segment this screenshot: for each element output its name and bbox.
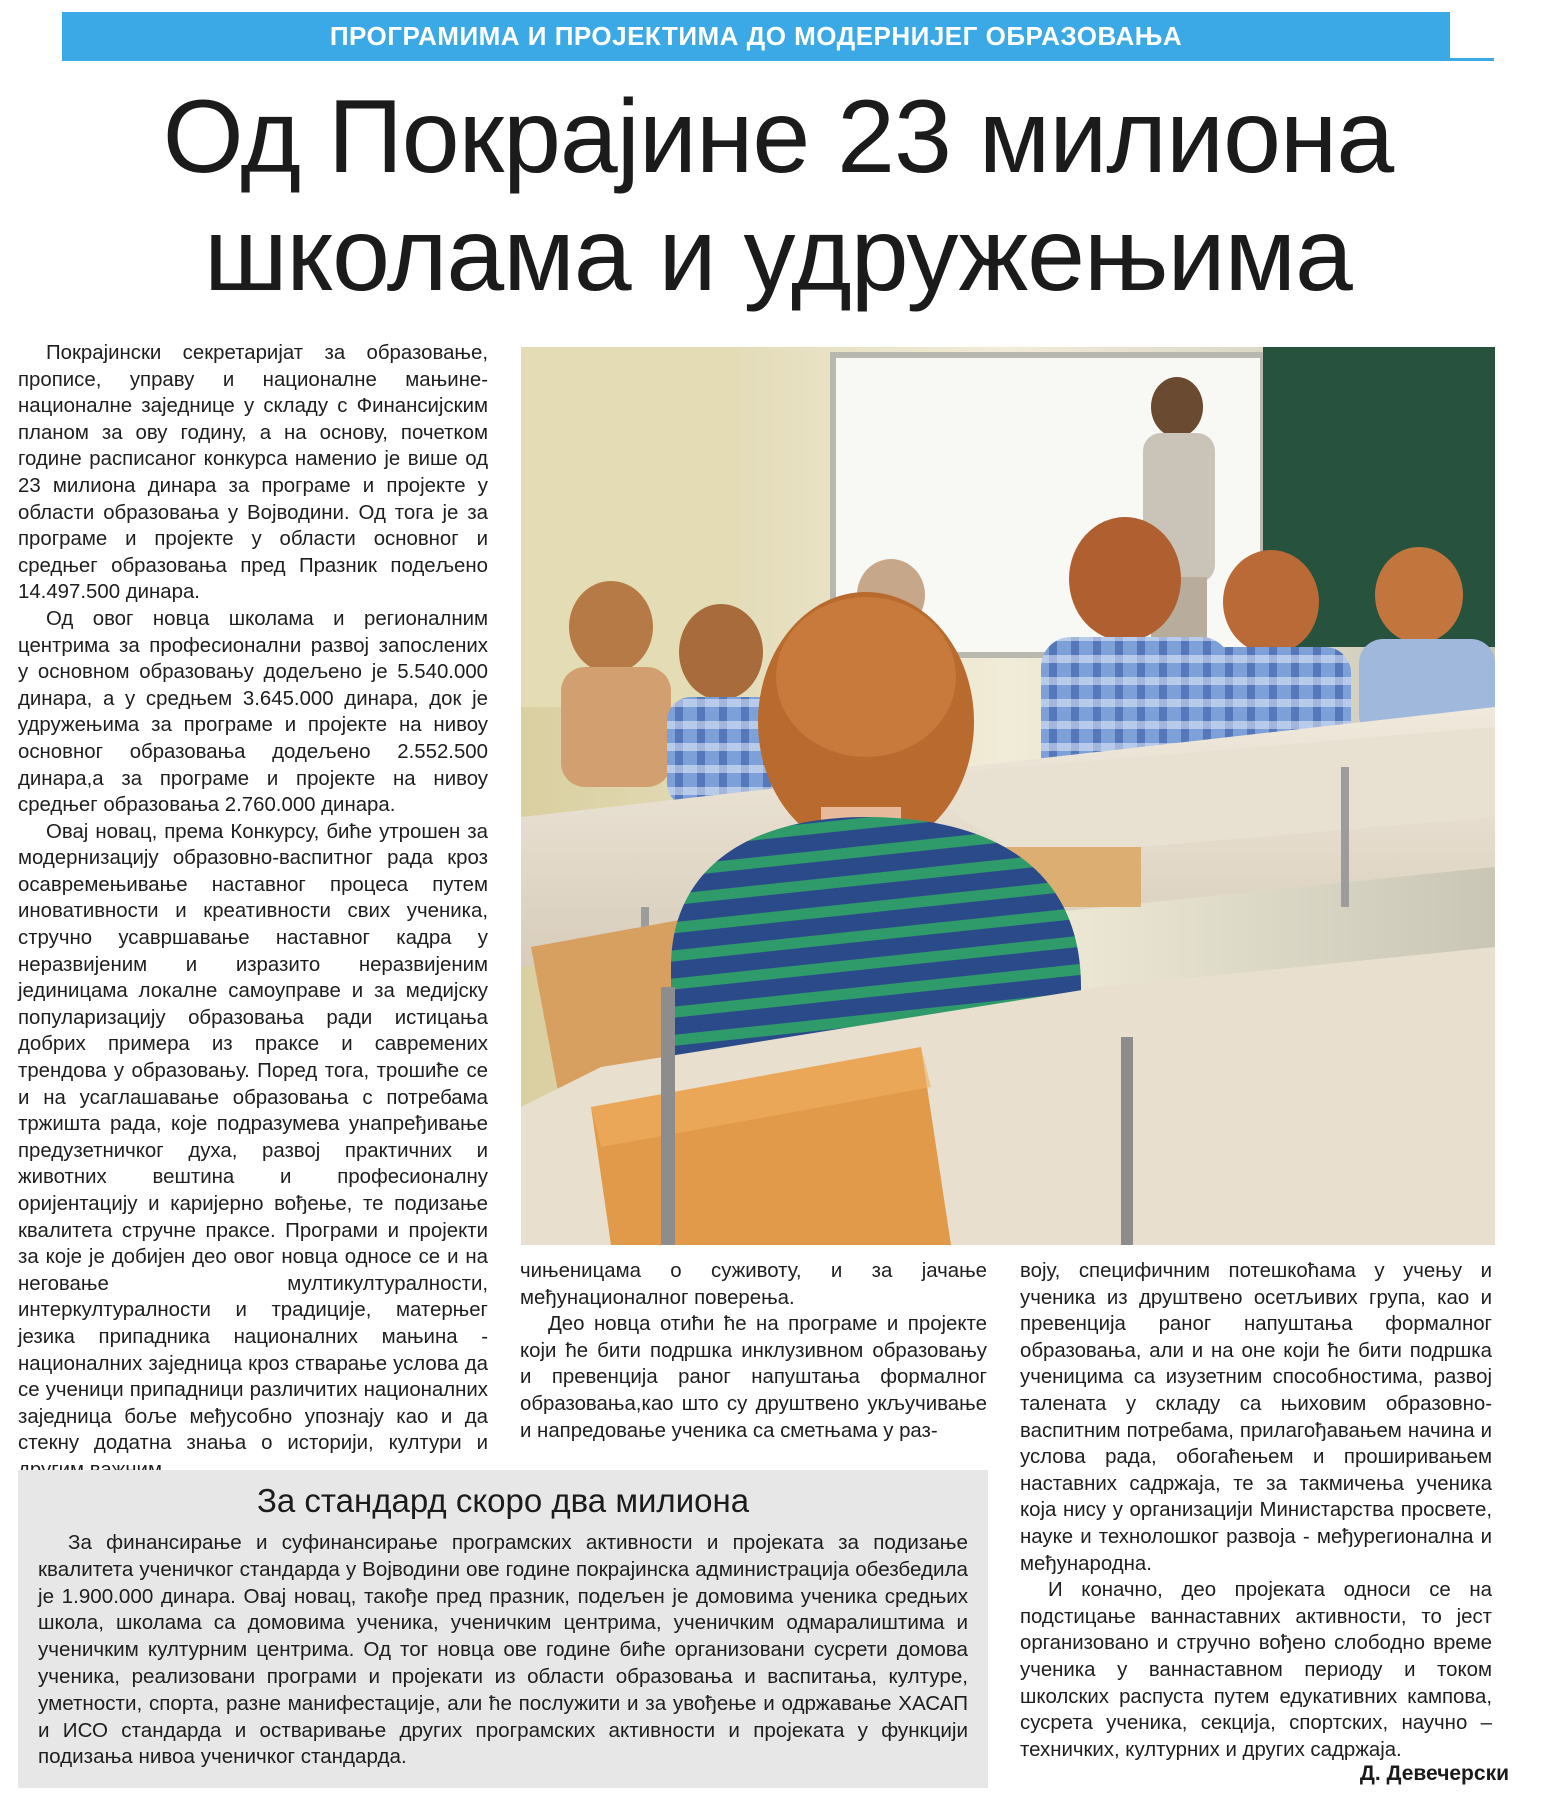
headline	[62, 78, 1494, 314]
classroom-photo	[521, 347, 1495, 1245]
article-paragraph: И коначно, део пројеката односи се на подстицање ваннаставних активности, то јест организовано и стручно вођено слободно време ученика у ваннаставном периоду и током школских распуста путем едукативних кампова, сусрета ученика, секција, спортских, научно – техничких, културних и других садржаја.	[1020, 1579, 1492, 1761]
article-paragraph: Покрајински секретаријат за образовање, прописе, управу и националне мањине-националне заједнице у складу с Финансијским планом за ову годину, а на основу, почетком године расписаног конкурса наменио је више од 23 милиона динара за програме и пројекте у области образовања у Војводини. Од тога је за програме и пројекте у области основног и средњег образовања пред Празник подељено 14.497.500 динара.	[18, 342, 488, 604]
article-column-3	[1020, 1258, 1492, 1763]
author-byline: Д. Девечерски	[1359, 1762, 1509, 1785]
article-paragraph-continued: воју, специфичним потешкоћама у учењу и ученика из друштвено осетљивих група, као и превенција раног напуштања формалног образовања, али и на оне који ће бити подршка ученицима са изузетним способностима, развој талената у складу са њиховим образовно-васпитним потребама, прилагођавањем начина и услова рада, обогаћењем и проширивањем наставних садржаја, те за такмичења ученика која нису у организацији Министарства просвете, науке и технолошког развоја - међурегионална и међународна.	[1020, 1260, 1492, 1575]
classroom-photo-illustration	[521, 347, 1495, 1245]
sidebar-text: За финансирање и суфинансирање програмских активности и пројеката за подизање квалитета ученичког стандарда у Војводини ове године покрајинска администрација обезбедила је 1.900.000 динара. Овај новац, такође пред празник, подељен је домовима ученика средњих школа, школама са домовима ученика, ученичким центрима, ученичким одмаралиштима и ученичким културним центрима. Од тог новца ове године биће организовани сусрети домова ученика, реализовани програми и пројекати из области образовања и васпитања, културе, уметности, спорта, разне манифестације, али ће послужити и за увођење и одржавање ХАСАП и ИСО стандарда и остваривање других програмских активности и пројеката у функцији подизања нивоа ученичког стандарда.	[38, 1531, 968, 1769]
article-column-2	[520, 1258, 987, 1444]
article-paragraph: Део новца отићи ће на програме и пројекте који ће бити подршка инклузивном образовању и превенција раног напуштања формалног образовања,као што су друштвено укључивање и напредовање ученика са сметњама у раз-	[520, 1313, 987, 1442]
headline-line-2: школама и удружењима	[204, 197, 1352, 313]
section-banner-text: ПРОГРАМИМА И ПРОЈЕКТИМА ДО МОДЕРНИЈЕГ ОБРАЗОВАЊА	[329, 20, 1183, 51]
sidebar-box	[18, 1470, 988, 1788]
headline-line-1: Од Покрајине 23 милиона	[162, 79, 1394, 195]
banner-divider	[62, 58, 1494, 61]
article-paragraph: Овај новац, према Конкурсу, биће утрошен за модернизацију образовно-васпитног рада кроз осавремењивање наставног процеса путем иновативности и креативности свих ученика, стручно усавршавање наставног кадра у неразвијеним и изразито неразвијеним јединицама локалне самоуправе и за медијску популаризацију образовања ради истицања добрих примера из праксе и савремених трендова у образовању. Поред тога, трошиће се и на усаглашавање образовања с потребама тржишта рада, које подразумева унапређивање предузетничког духа, развој практичних и животних вештина и професионалну оријентацију и каријерно вођење, те подизање квалитета стручне праксе. Програми и пројекти за које је добијен део овог новца односе се и на неговање мултикултуралности, интеркултуралности и традиције, матерњег језика припадника националних мањина - националних заједница кроз стварање услова да се ученици припадници различитих националних заједница боље међусобно упознају као и да стекну додатна знања о историји, култури и	[18, 820, 488, 1455]
sidebar-title: За стандард скоро два милиона	[256, 1482, 750, 1519]
article-paragraph-continued: чињеницама о суживоту, и за јачање међунационалног поверења.	[520, 1260, 987, 1309]
section-banner	[62, 12, 1450, 60]
article-paragraph: Од овог новца школама и регионалним центрима за професионални развој запослених у основном образовању додељено је 5.540.000 динара, а у средњем 3.645.000 динара, док је удружењима за програме и пројекте на нивоу основног образовања додељено 2.552.500 динара,а за програме и пројекте на нивоу средњег образовања 2.760.000 динара.	[18, 607, 488, 817]
article-column-1	[18, 340, 488, 1484]
